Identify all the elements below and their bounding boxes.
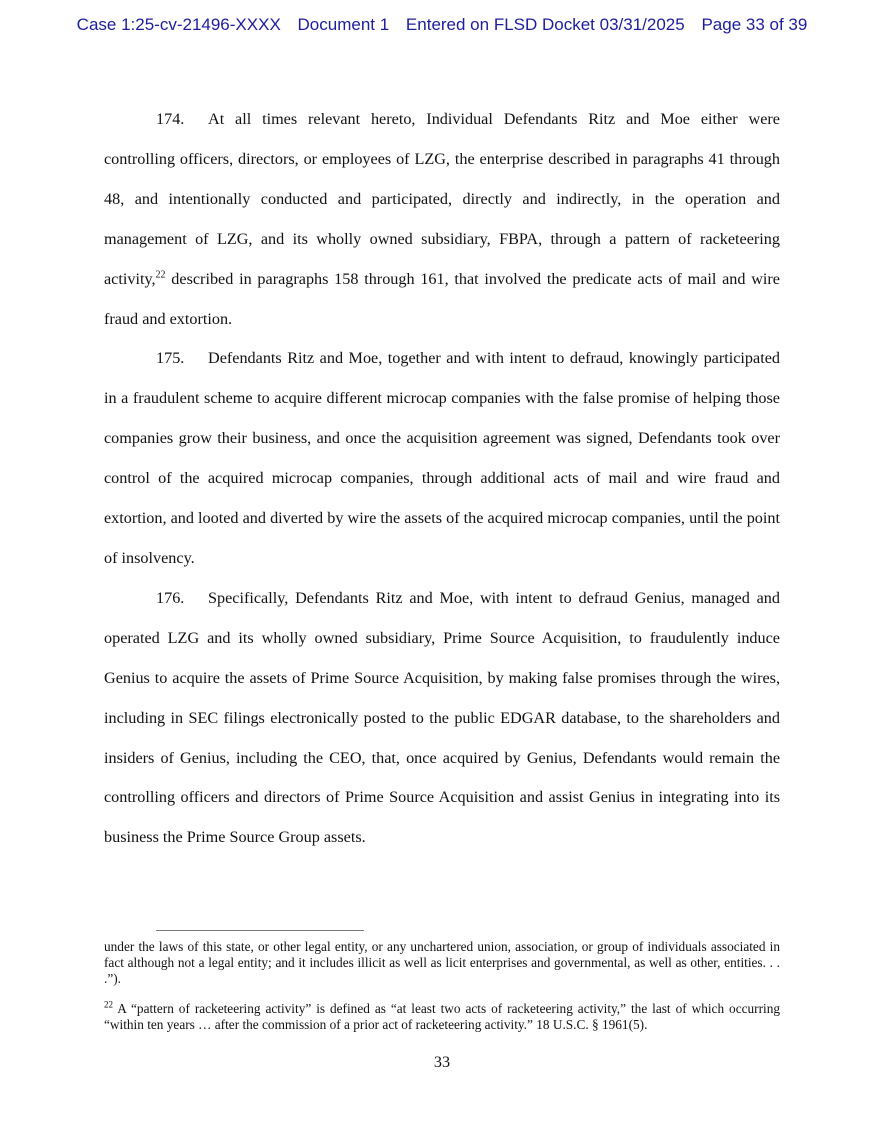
footnote-divider (156, 930, 364, 931)
entered-date: Entered on FLSD Docket 03/31/2025 (405, 15, 685, 34)
paragraph-number: 175. (156, 349, 185, 368)
paragraph-number: 174. (156, 110, 185, 128)
page-number: 33 (433, 1053, 451, 1071)
paragraph-175 (104, 339, 780, 578)
page-indicator: Page 33 of 39 (701, 15, 808, 34)
footnote-22 (104, 1001, 780, 1033)
footnote-text: A “pattern of racketeering activity” is defined as “at least two acts of racketeering activity,” the last of which occurring “within ten years … after the commission of a prior act of racketeering activity.” 18 U.S.C. § 1961(5). (104, 1000, 780, 1032)
paragraph-number: 176. (156, 588, 185, 607)
case-number: Case 1:25-cv-21496-XXXX (76, 15, 281, 34)
paragraph-174 (104, 100, 780, 339)
paragraph-text: Specifically, Defendants Ritz and Moe, with intent to defraud Genius, managed and operated LZG and its wholly owned subsidiary, Prime Source Acquisition, to fraudulently induce Genius to acquire the assets of Prime Source Acquisition, by making false promises through the wires, including in SEC filings electronically posted to the public EDGAR database, to the shareholders and insiders of Genius, including the CEO, that, once acquired by Genius, Defendants would remain the controlling officers and directors of Prime Source Acquisition and assist Genius in integrating into its business the Prime Source Group assets. (104, 588, 780, 847)
document-number: Document 1 (297, 15, 390, 34)
footnote-reference-22[interactable]: 22 (155, 269, 166, 281)
paragraph-text-continued: described in paragraphs 158 through 161, that involved the predicate acts of mail and wire fraud and extortion. (104, 269, 780, 328)
paragraph-176 (104, 579, 780, 858)
footnote-continuation: under the laws of this state, or other legal entity, or any unchartered union, association, or group of individuals associated in fact although not a legal entity; and it includes illicit as well as licit enterprises and governmental, as well as other, entities. . . .”). (104, 939, 780, 987)
footnote-marker: 22 (104, 999, 113, 1010)
footnotes-section (104, 939, 780, 1033)
docket-header (0, 15, 884, 35)
paragraph-text: Defendants Ritz and Moe, together and with intent to defraud, knowingly participated in a fraudulent scheme to acquire different microcap companies with the false promise of helping those companies grow their business, and once the acquisition agreement was signed, Defendants took over control of the acquired microcap companies, through additional acts of mail and wire fraud and extortion, and looted and diverted by wire the assets of the acquired microcap companies, until the point of insolvency. (104, 349, 780, 567)
paragraph-text: At all times relevant hereto, Individual Defendants Ritz and Moe either were controlling officers, directors, or employees of LZG, the enterprise described in paragraphs 41 through 48, and intentionally conducted and participated, directly and indirectly, in the operation and management of LZG, and its wholly owned subsidiary, FBPA, through a pattern of racketeering activity, (104, 110, 780, 288)
document-body (104, 100, 780, 858)
